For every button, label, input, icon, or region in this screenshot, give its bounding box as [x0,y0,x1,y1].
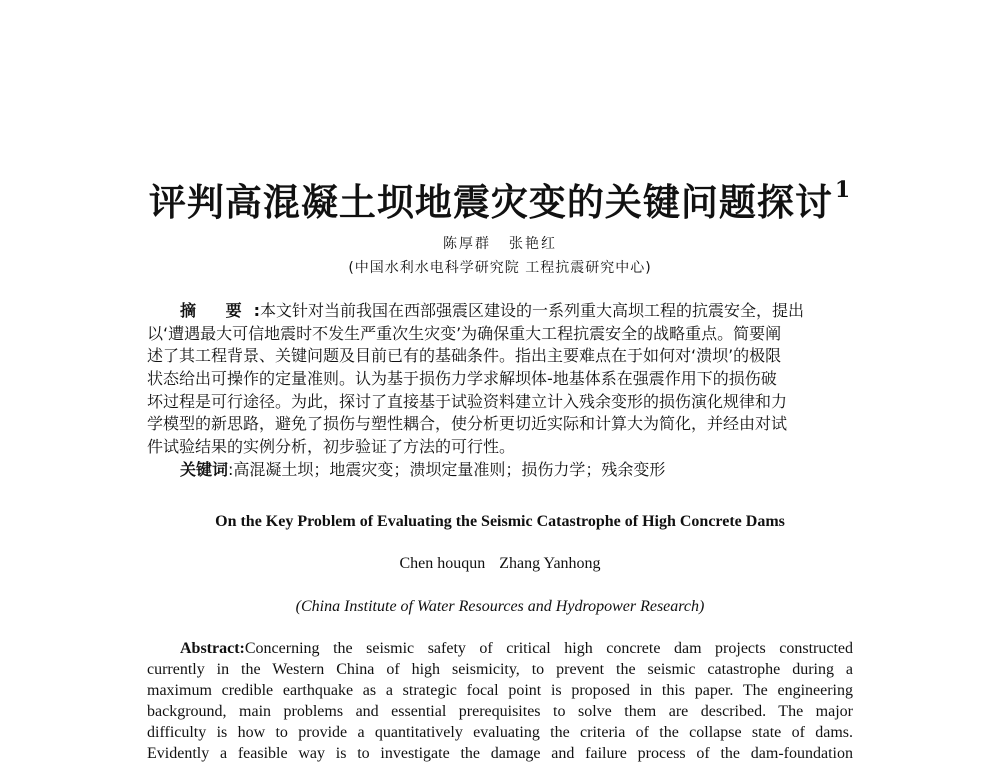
chinese-keywords [147,459,853,482]
chinese-keywords-colon: : [228,459,234,479]
chinese-abstract [147,300,853,482]
english-abstract-line: currently in the Western China of high seismicity, to prevent the seismic catastrophe during a [147,661,853,678]
chinese-abstract-line: 状态给出可操作的定量准则。认为基于损伤力学求解坝体-地基体系在强震作用下的损伤破 [147,369,777,389]
chinese-affiliation: (中国水利水电科学研究院 工程抗震研究中心) [348,260,652,276]
chinese-abstract-line: 述了其工程背景、关键问题及目前已有的基础条件。指出主要难点在于如何对‘溃坝’的极限 [147,346,782,366]
chinese-abstract-colon: : [253,301,260,320]
english-abstract-line: maximum credible earthquake as a strategic focal point is proposed in this paper. The engineering [147,682,853,699]
chinese-abstract-line: 以‘遭遇最大可信地震时不发生严重次生灾变’为确保重大工程抗震安全的战略重点。简要阐 [147,323,782,343]
chinese-abstract-line: 件试验结果的实例分析，初步验证了方法的可行性。 [147,437,516,457]
chinese-abstract-label: 摘 要 [180,301,254,320]
english-abstract-label: Abstract: [180,640,245,657]
english-affiliation: (China Institute of Water Resources and Hydropower Research) [295,598,705,615]
chinese-keywords-label: 关键词 [180,459,229,479]
english-abstract [147,638,853,764]
english-authors [0,553,1000,575]
chinese-abstract-line: 学模型的新思路，避免了损伤与塑性耦合，使分析更切近实际和计算大为简化，并经由对试 [147,414,788,434]
chinese-abstract-line [147,300,853,323]
title-footnote-marker: 1 [834,177,852,203]
chinese-abstract-text-1: 本文针对当前我国在西部强震区建设的一系列重大高坝工程的抗震安全，提出 [259,301,804,320]
english-abstract-line: background, main problems and essential prerequisites to solve them are described. The major [147,703,853,720]
english-abstract-line [147,638,853,659]
author-cn-1: 陈厚群 [443,236,491,252]
english-abstract-text-1: Concerning the seismic safety of critical high concrete dam projects constructed [244,640,853,657]
chinese-abstract-line: 坏过程是可行途径。为此，探讨了直接基于试验资料建立计入残余变形的损伤演化规律和力 [147,391,788,411]
english-abstract-line: Evidently a feasible way is to investigate the damage and failure process of the dam-foundation [147,745,853,762]
chinese-keywords-text: 高混凝土坝；地震灾变；溃坝定量准则；损伤力学；残余变形 [233,459,666,479]
chinese-title [0,166,1000,226]
english-title: On the Key Problem of Evaluating the Seismic Catastrophe of High Concrete Dams [215,513,785,530]
author-en-1: Chen houqun [399,555,486,572]
english-abstract-line: difficulty is how to provide a quantitatively evaluating the criteria of the collapse state of dams. [147,724,853,741]
chinese-authors [0,234,1000,254]
chinese-title-text: 评判高混凝土坝地震灾变的关键问题探讨 [148,180,833,224]
author-cn-2: 张艳红 [509,236,557,252]
author-en-2: Zhang Yanhong [499,555,601,572]
